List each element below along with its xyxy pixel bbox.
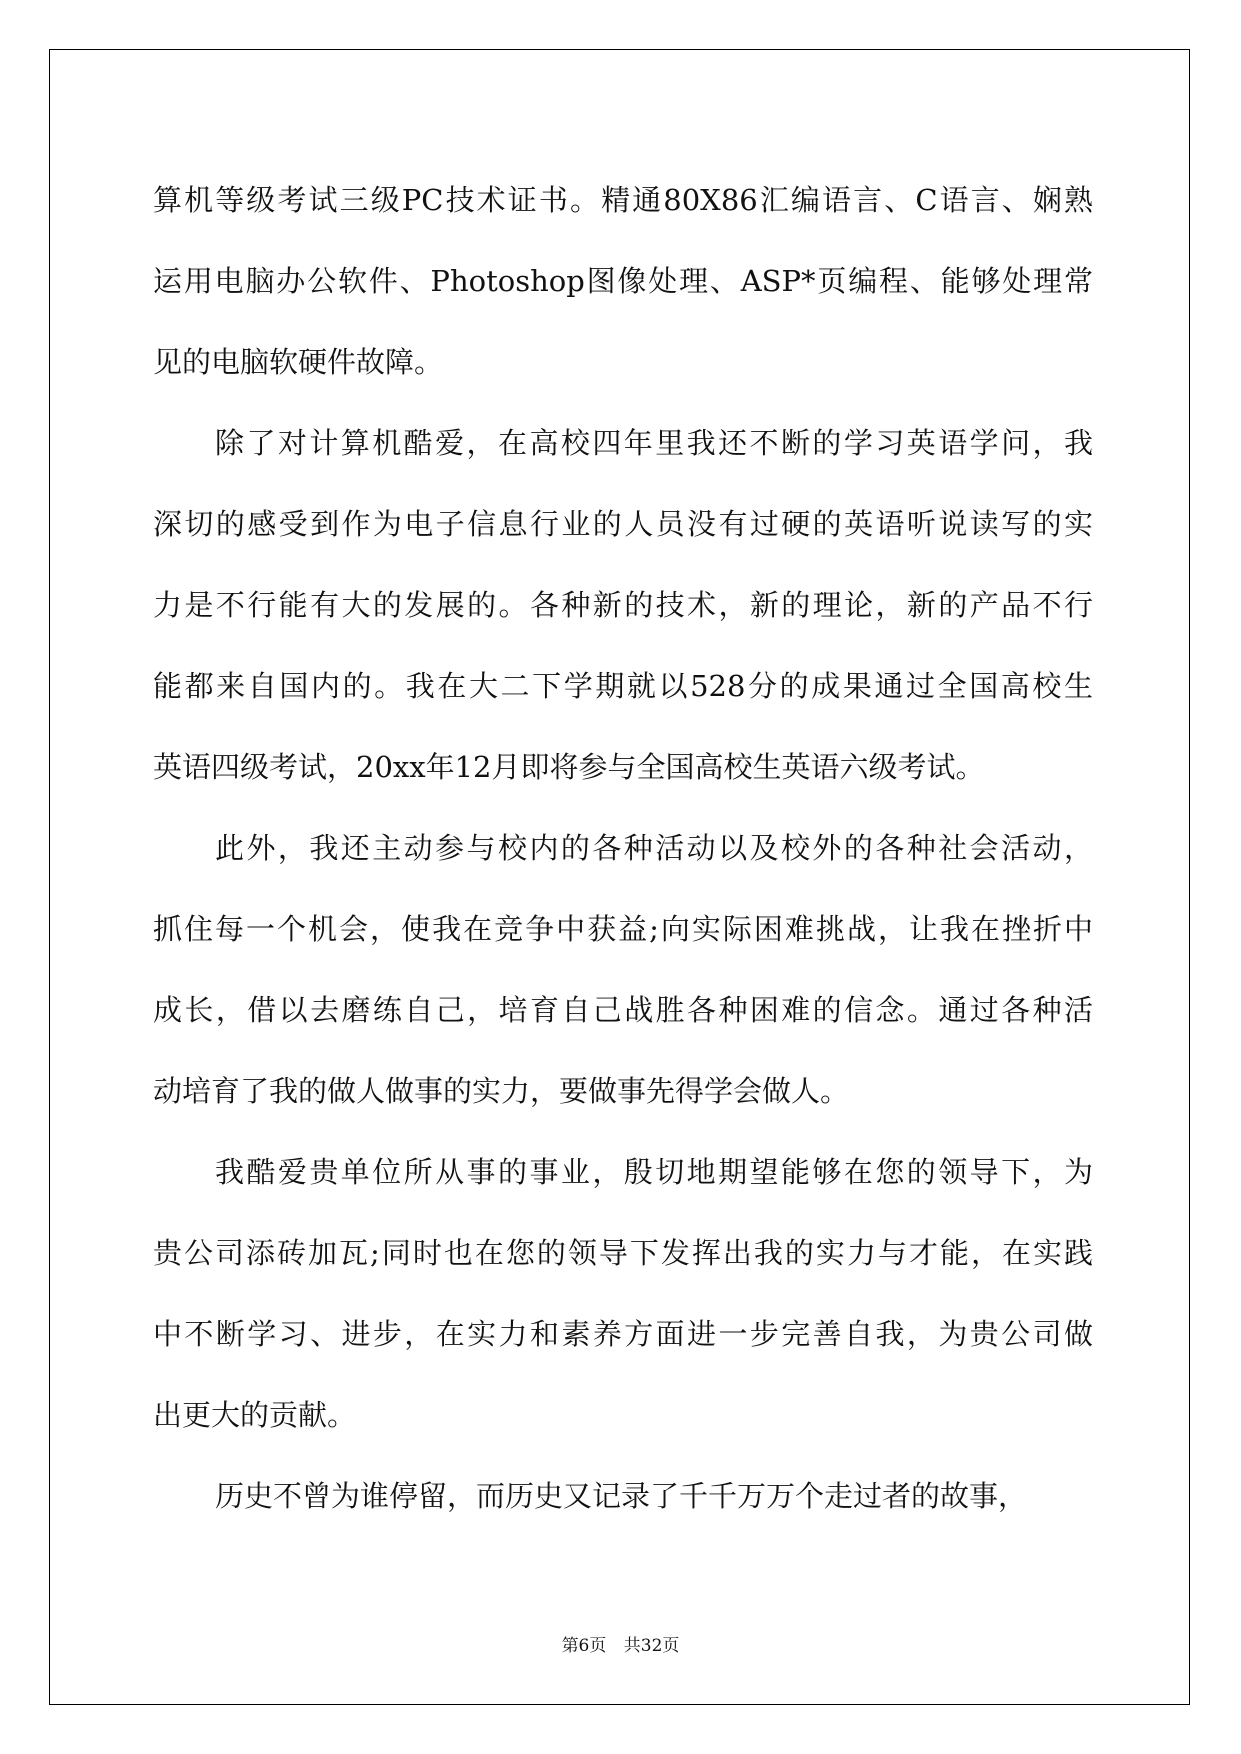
text-line: 出更大的贡献。 xyxy=(153,1398,357,1432)
text-line: 除了对计算机酷爱，在高校四年里我还不断的学习英语学问，我 xyxy=(215,426,1093,460)
text-line: 此外，我还主动参与校内的各种活动以及校外的各种社会活动， xyxy=(215,831,1093,865)
text-line: 中不断学习、进步，在实力和素养方面进一步完善自我，为贵公司做 xyxy=(153,1317,1093,1351)
text-line: 贵公司添砖加瓦;同时也在您的领导下发挥出我的实力与才能，在实践 xyxy=(153,1236,1093,1270)
text-line: 力是不行能有大的发展的。各种新的技术，新的理论，新的产品不行 xyxy=(153,588,1093,622)
text-line: 历史不曾为谁停留，而历史又记录了千千万万个走过者的故事， xyxy=(215,1479,1028,1513)
text-line: 英语四级考试，20xx年12月即将参与全国高校生英语六级考试。 xyxy=(153,750,985,784)
page-footer xyxy=(0,1631,1241,1656)
text-line: 能都来自国内的。我在大二下学期就以528分的成果通过全国高校生 xyxy=(153,669,1093,703)
text-line: 算机等级考试三级PC技术证书。精通80X86汇编语言、C语言、娴熟 xyxy=(153,183,1093,217)
page-number: 第6页 xyxy=(561,1636,607,1656)
text-line: 动培育了我的做人做事的实力，要做事先得学会做人。 xyxy=(153,1074,850,1108)
text-line: 深切的感受到作为电子信息行业的人员没有过硬的英语听说读写的实 xyxy=(153,507,1093,541)
text-line: 抓住每一个机会，使我在竞争中获益;向实际困难挑战，让我在挫折中 xyxy=(153,912,1093,946)
text-line: 我酷爱贵单位所从事的事业，殷切地期望能够在您的领导下，为 xyxy=(215,1155,1093,1189)
document-body xyxy=(153,160,1093,1537)
text-line: 见的电脑软硬件故障。 xyxy=(153,345,444,379)
text-line: 运用电脑办公软件、Photoshop图像处理、ASP*页编程、能够处理常 xyxy=(153,264,1093,298)
text-line: 成长，借以去磨练自己，培育自己战胜各种困难的信念。通过各种活 xyxy=(153,993,1093,1027)
page-total: 共32页 xyxy=(623,1636,680,1656)
